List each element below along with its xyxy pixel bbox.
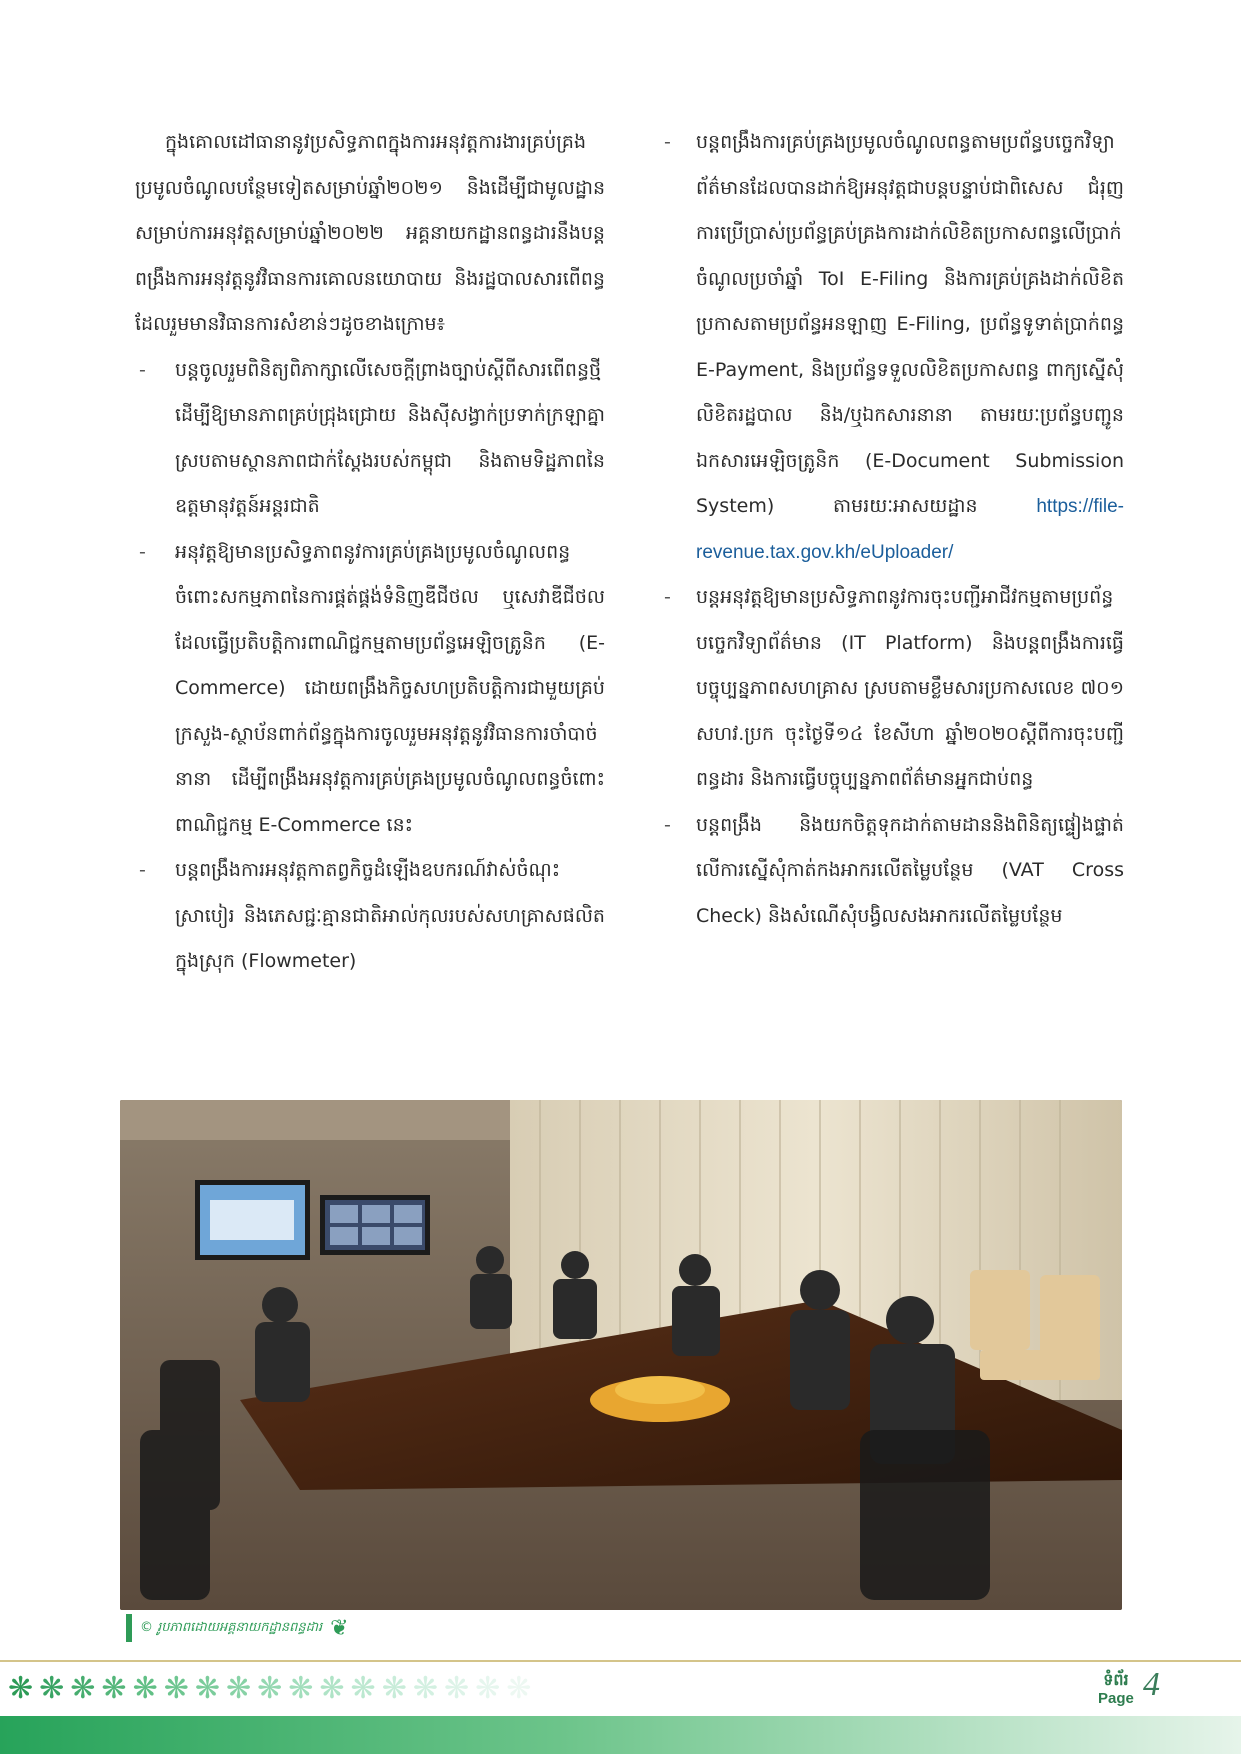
ornament-icon: ❋ bbox=[101, 1671, 127, 1706]
bullet-dash: - bbox=[664, 813, 671, 836]
footer-divider bbox=[0, 1660, 1241, 1662]
tax-department-logo-icon: ❦ bbox=[330, 1615, 349, 1641]
ornament-icon: ❋ bbox=[8, 1671, 34, 1706]
footer-green-bar bbox=[0, 1716, 1241, 1754]
bullet-dash: - bbox=[664, 131, 671, 153]
right-bullet-list bbox=[660, 120, 1124, 939]
footer-ornament-band bbox=[0, 1666, 1241, 1712]
page-label bbox=[1098, 1672, 1134, 1708]
left-bullet-list bbox=[135, 348, 605, 985]
ornament-icon: ❋ bbox=[412, 1671, 438, 1706]
list-item: - អនុវត្តឱ្យមានប្រសិទ្ធភាពនូវការគ្រប់គ្រងប្រមូលចំណូលពន្ធចំពោះសកម្មភាពនៃការផ្គត់ផ្គង់ទំនិញឌីជីថល ឬសេវាឌីជីថល ដែលធ្វើប្រតិបត្តិការពាណិជ្ជកម្មតាមប្រព័ន្ធអេឡិចត្រូនិក (E-Commerce) ដោយពង្រឹងកិច្ចសហប្រតិបត្តិការជាមួយគ្រប់ក្រសួង-ស្ថាប័នពាក់ព័ន្ធក្នុងការចូលរួមអនុវត្តនូវវិធានការចាំបាច់នានា ដើម្បីពង្រឹងអនុវត្តការគ្រប់គ្រងប្រមូលចំណូលពន្ធចំពោះពាណិជ្ជកម្ម E-Commerce នេះ bbox=[135, 530, 605, 849]
ornament-icon: ❋ bbox=[257, 1671, 283, 1706]
caption-accent-bar bbox=[126, 1614, 132, 1642]
bullet-dash: - bbox=[139, 859, 146, 881]
page-number: 4 bbox=[1143, 1666, 1160, 1703]
list-item: - បន្តអនុវត្តឱ្យមានប្រសិទ្ធភាពនូវការចុះបញ្ជីអាជីវកម្មតាមប្រព័ន្ធបច្ចេកវិទ្យាព័ត៌មាន (IT Platform) និងបន្តពង្រឹងការធ្វើបច្ចុប្បន្នភាពសហគ្រាស ស្របតាមខ្លឹមសារប្រកាសលេខ ៧០១ សហវ.ប្រក ចុះថ្ងៃទី១៤ ខែសីហា ឆ្នាំ២០២០ស្តីពីការចុះបញ្ជីពន្ធដារ និងការធ្វើបច្ចុប្បន្នភាពព័ត៌មានអ្នកជាប់ពន្ធ bbox=[660, 575, 1124, 803]
ornament-icon: ❋ bbox=[163, 1671, 189, 1706]
page-label-khmer: ទំព័រ bbox=[1103, 1672, 1129, 1689]
ornament-icon: ❋ bbox=[443, 1671, 470, 1706]
ornament-icon: ❋ bbox=[39, 1671, 65, 1706]
euploader-link[interactable]: https://file-revenue.tax.gov.kh/eUploader/ bbox=[696, 496, 1124, 563]
meeting-photo-illustration bbox=[120, 1100, 1122, 1610]
bullet-dash: - bbox=[664, 586, 671, 608]
ornament-icon: ❋ bbox=[70, 1671, 96, 1706]
ornament-icon: ❋ bbox=[350, 1671, 376, 1706]
ornament-icon: ❋ bbox=[225, 1671, 252, 1706]
list-item: - បន្តពង្រឹង និងយកចិត្តទុកដាក់តាមដាននិងពិនិត្យផ្ទៀងផ្ទាត់លើការស្នើសុំកាត់កងអាករលើតម្លៃបន្ថែម (VAT Cross Check) និងសំណើសុំបង្វិលសងអាករលើតម្លៃបន្ថែម bbox=[660, 803, 1124, 940]
intro-paragraph: ក្នុងគោលដៅធានានូវប្រសិទ្ធភាពក្នុងការអនុវត្តការងារគ្រប់គ្រងប្រមូលចំណូលបន្ថែមទៀតសម្រាប់ឆ្នាំ២០២១ និងដើម្បីជាមូលដ្ឋានសម្រាប់ការអនុវត្តសម្រាប់ឆ្នាំ២០២២ អគ្គនាយកដ្ឋានពន្ធដារនឹងបន្តពង្រឹងការអនុវត្តនូវវិធានការគោលនយោបាយ និងរដ្ឋបាលសារពើពន្ធ ដែលរួមមានវិធានការសំខាន់ៗដូចខាងក្រោម៖ bbox=[135, 131, 605, 335]
photo-caption: © រូបភាពដោយអគ្គនាយកដ្ឋានពន្ធដារ bbox=[140, 1619, 323, 1635]
ornament-icon: ❋ bbox=[288, 1671, 314, 1706]
page-label-english: Page bbox=[1098, 1690, 1134, 1707]
left-column bbox=[135, 120, 605, 985]
list-item: - បន្តពង្រឹងការអនុវត្តកាតព្វកិច្ចដំឡើងឧបករណ៍វាស់ចំណុះស្រាបៀរ និងភេសជ្ជៈគ្មានជាតិអាល់កុលរបស់សហគ្រាសផលិតក្នុងស្រុក (Flowmeter) bbox=[135, 848, 605, 985]
list-item: - បន្តពង្រឹងការគ្រប់គ្រងប្រមូលចំណូលពន្ធតាមប្រព័ន្ធបច្ចេកវិទ្យាព័ត៌មានដែលបានដាក់ឱ្យអនុវត្តជាបន្តបន្ទាប់ជាពិសេស ជំរុញការប្រើប្រាស់ប្រព័ន្ធគ្រប់គ្រងការដាក់លិខិតប្រកាសពន្ធលើប្រាក់ចំណូលប្រចាំឆ្នាំ ToI E-Filing និងការគ្រប់គ្រងដាក់លិខិតប្រកាសតាមប្រព័ន្ធអនឡាញ E-Filing, ប្រព័ន្ធទូទាត់ប្រាក់ពន្ធ E-Payment, និងប្រព័ន្ធទទួលលិខិតប្រកាសពន្ធ ពាក្យស្នើសុំ លិខិតរដ្ឋបាល និង/ឬឯកសារនានា តាមរយៈប្រព័ន្ធបញ្ជូនឯកសារអេឡិចត្រូនិក (E-Document Submission System) តាមរយៈអាសយដ្ឋាន https://file-revenue.tax.gov.kh/eUploader/ bbox=[660, 120, 1124, 575]
list-item: - បន្តចូលរួមពិនិត្យពិភាក្សាលើសេចក្តីព្រាងច្បាប់ស្តីពីសារពើពន្ធថ្មី ដើម្បីឱ្យមានភាពគ្រប់ជ្រុងជ្រោយ និងស៊ីសង្វាក់ប្រទាក់ក្រឡាគ្នា ស្របតាមស្ថានភាពជាក់ស្តែងរបស់កម្ពុជា និងតាមទិដ្ឋភាពនៃឧត្តមានុវត្តន៍អន្តរជាតិ bbox=[135, 348, 605, 530]
bullet-dash: - bbox=[139, 540, 146, 563]
ornament-icon: ❋ bbox=[132, 1671, 158, 1706]
meeting-photo bbox=[120, 1100, 1122, 1610]
ornament-icon: ❋ bbox=[194, 1671, 220, 1706]
ornament-icon: ❋ bbox=[381, 1671, 407, 1706]
ornament-icon: ❋ bbox=[475, 1671, 501, 1706]
bullet-dash: - bbox=[139, 358, 146, 381]
ornament-icon: ❋ bbox=[319, 1671, 345, 1706]
photo-caption-bar bbox=[120, 1610, 1122, 1646]
ornament-icon: ❋ bbox=[506, 1671, 532, 1706]
right-column bbox=[660, 120, 1124, 939]
